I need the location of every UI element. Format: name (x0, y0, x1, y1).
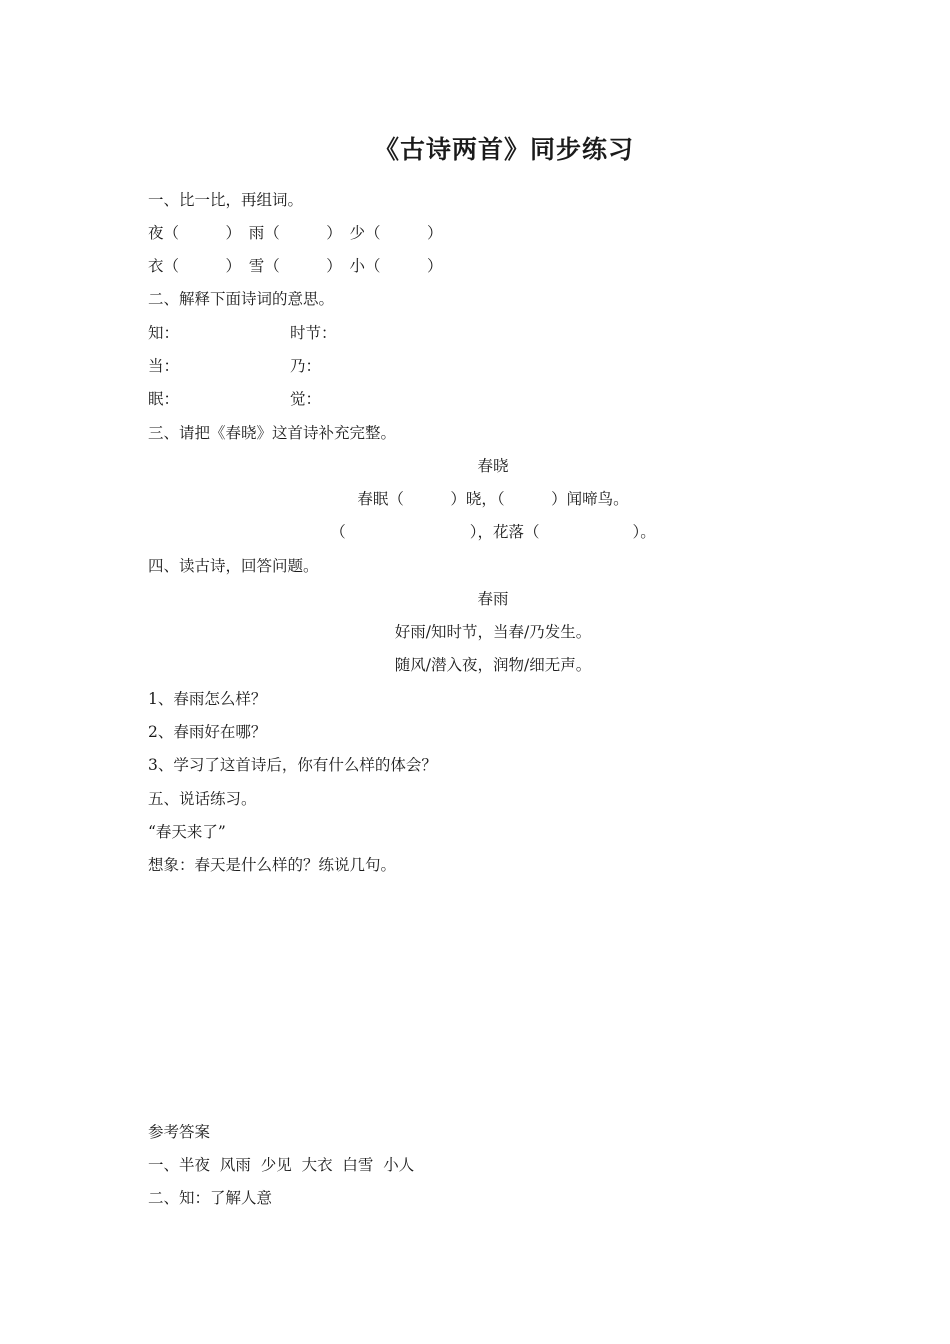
section2-item-right: 觉： (290, 390, 322, 408)
section2-item-left: 知： (148, 324, 180, 342)
section2-item-right: 时节： (290, 324, 337, 342)
question-item: 3、学习了这首诗后，你有什么样的体会？ (148, 756, 437, 774)
poem-chunxiao-line1: 春眠（ ）晓，（ ）闻啼鸟。 (357, 490, 629, 508)
poem-title-chunyu: 春雨 (477, 590, 509, 608)
poem-chunyu-line1: 好雨/知时节，当春/乃发生。 (394, 623, 592, 641)
poem-title-chunxiao: 春晓 (477, 457, 509, 475)
answers-line2: 二、知：了解人意 (148, 1189, 273, 1207)
page-title: 《古诗两首》同步练习 (373, 135, 634, 164)
section2-item-right: 乃： (290, 357, 322, 375)
answers-heading: 参考答案 (148, 1123, 211, 1141)
question-item: 2、春雨好在哪？ (148, 723, 267, 741)
section1-heading: 一、比一比，再组词。 (148, 191, 304, 209)
poem-chunyu-line2: 随风/潜入夜，润物/细无声。 (394, 656, 592, 674)
section2-item-left: 眠： (148, 390, 180, 408)
poem-chunxiao-line2: （ ），花落（ ）。 (330, 523, 656, 541)
question-item: 1、春雨怎么样？ (148, 690, 267, 708)
section5-heading: 五、说话练习。 (148, 790, 257, 808)
section2-heading: 二、解释下面诗词的意思。 (148, 290, 335, 308)
section3-heading: 三、请把《春晓》这首诗补充完整。 (148, 424, 397, 442)
section2-item-left: 当： (148, 357, 180, 375)
section1-row1: 夜（ ） 雨（ ） 少（ ） (148, 224, 443, 242)
answers-line1: 一、半夜 风雨 少见 大衣 白雪 小人 (148, 1156, 415, 1174)
section5-quote: “春天来了” (148, 823, 226, 841)
section4-heading: 四、读古诗，回答问题。 (148, 557, 319, 575)
section5-prompt: 想象：春天是什么样的？练说几句。 (148, 856, 397, 874)
section1-row2: 衣（ ） 雪（ ） 小（ ） (148, 257, 443, 275)
